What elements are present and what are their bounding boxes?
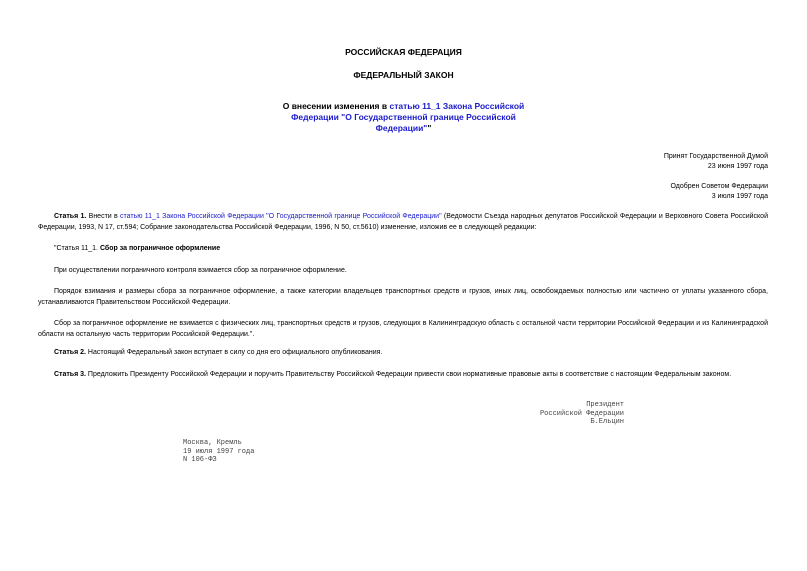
- article-1-link[interactable]: статью 11_1 Закона Российской Федерации "О Государственной границе Российской Федерации": [120, 213, 442, 220]
- article-3-label: Статья 3.: [54, 371, 86, 378]
- signature-block: [540, 401, 624, 427]
- adoption-council-label: Одобрен Советом Федерации: [670, 183, 768, 190]
- article-3: [38, 369, 768, 380]
- article-1: [38, 211, 768, 233]
- article-1-text-before: Внести в: [86, 213, 121, 220]
- law-title-suffix: ": [427, 123, 432, 133]
- quoted-paragraph-1: При осуществлении пограничного контроля взимается сбор за пограничное оформление.: [54, 267, 347, 274]
- place: Москва, Кремль: [183, 439, 242, 447]
- article-3-text: Предложить Президенту Российской Федерации и поручить Правительству Российской Федерации привести свои нормативные правовые акты в соответствие с настоящим Федеральным законом.: [85, 371, 732, 378]
- signature-office: Российской Федерации: [539, 409, 624, 418]
- law-number: N 106-ФЗ: [183, 456, 217, 464]
- adoption-duma: [664, 152, 768, 172]
- quoted-article-prefix: "Статья 11_1.: [54, 245, 100, 252]
- article-2-label: Статья 2.: [54, 349, 86, 356]
- quoted-article-heading: [38, 243, 768, 254]
- place-date-block: [183, 439, 254, 465]
- adoption-duma-date: 23 июня 1997 года: [707, 163, 768, 170]
- adoption-duma-label: Принят Государственной Думой: [663, 153, 768, 160]
- adoption-council: [670, 182, 768, 202]
- article-1-label: Статья 1.: [54, 213, 87, 220]
- quoted-paragraph-2: Порядок взимания и размеры сбора за пограничное оформление, а также категории владельцев транспортных средств и грузов, иных лиц, освобождаемых полностью или частично от уплаты указанного сбора, устанавливаются Правительством Российской Федерации.: [38, 288, 768, 306]
- adoption-council-date: 3 июля 1997 года: [711, 193, 768, 200]
- law-title-prefix: О внесении изменения в: [282, 101, 390, 111]
- country-heading: РОССИЙСКАЯ ФЕДЕРАЦИЯ: [345, 47, 462, 57]
- signing-date: 19 июля 1997 года: [183, 447, 255, 456]
- article-2: [38, 347, 768, 358]
- law-title: [270, 101, 537, 134]
- law-title-link[interactable]: статью 11_1 Закона Российской Федерации "О Государственной границе Российской Федерации": [291, 101, 525, 133]
- quoted-article-title: Сбор за пограничное оформление: [99, 245, 221, 252]
- signature-title: Президент: [586, 401, 624, 409]
- quoted-paragraph-3: Сбор за пограничное оформление не взимается с физических лиц, транспортных средств и грузов, следующих в Калининградскую область с остальной части территории Российской Федерации и из Калининградской области на остальную часть территории Российской Федерации.".: [38, 320, 768, 338]
- doc-type-heading: ФЕДЕРАЛЬНЫЙ ЗАКОН: [353, 70, 454, 80]
- article-2-text: Настоящий Федеральный закон вступает в силу со дня его официального опубликования.: [85, 349, 383, 356]
- article-1-text-after: (Ведомости Съезда народных депутатов Российской Федерации и Верховного Совета Российской Федерации, 1993, N 17, ст.594; Собрание законодательства Российской Федерации, 1996, N 50, ст.5610) изменение, изложив ее в следующей редакции:: [38, 213, 768, 231]
- signature-name: Б.Ельцин: [590, 418, 624, 426]
